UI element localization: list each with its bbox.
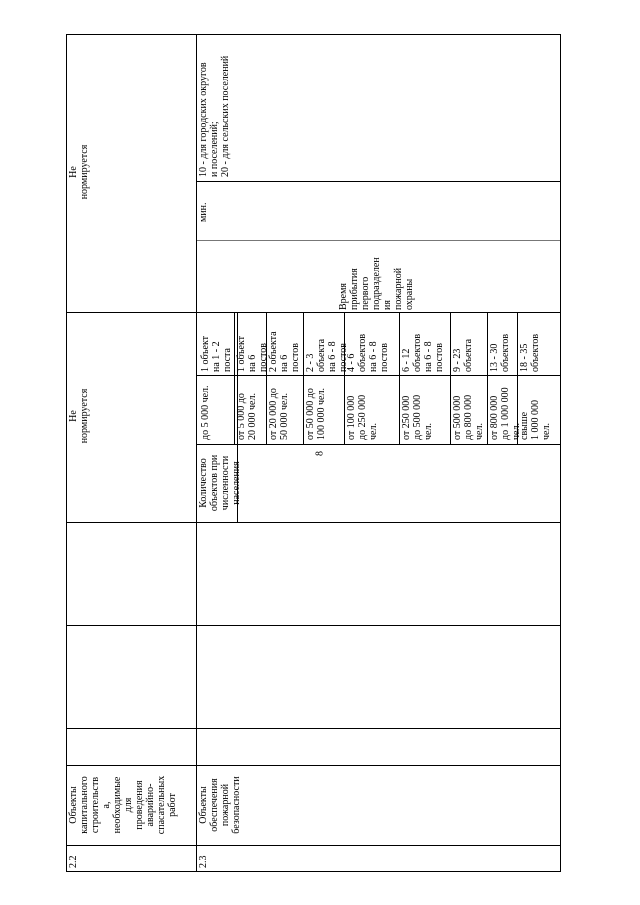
page-number: 8 xyxy=(314,451,326,456)
